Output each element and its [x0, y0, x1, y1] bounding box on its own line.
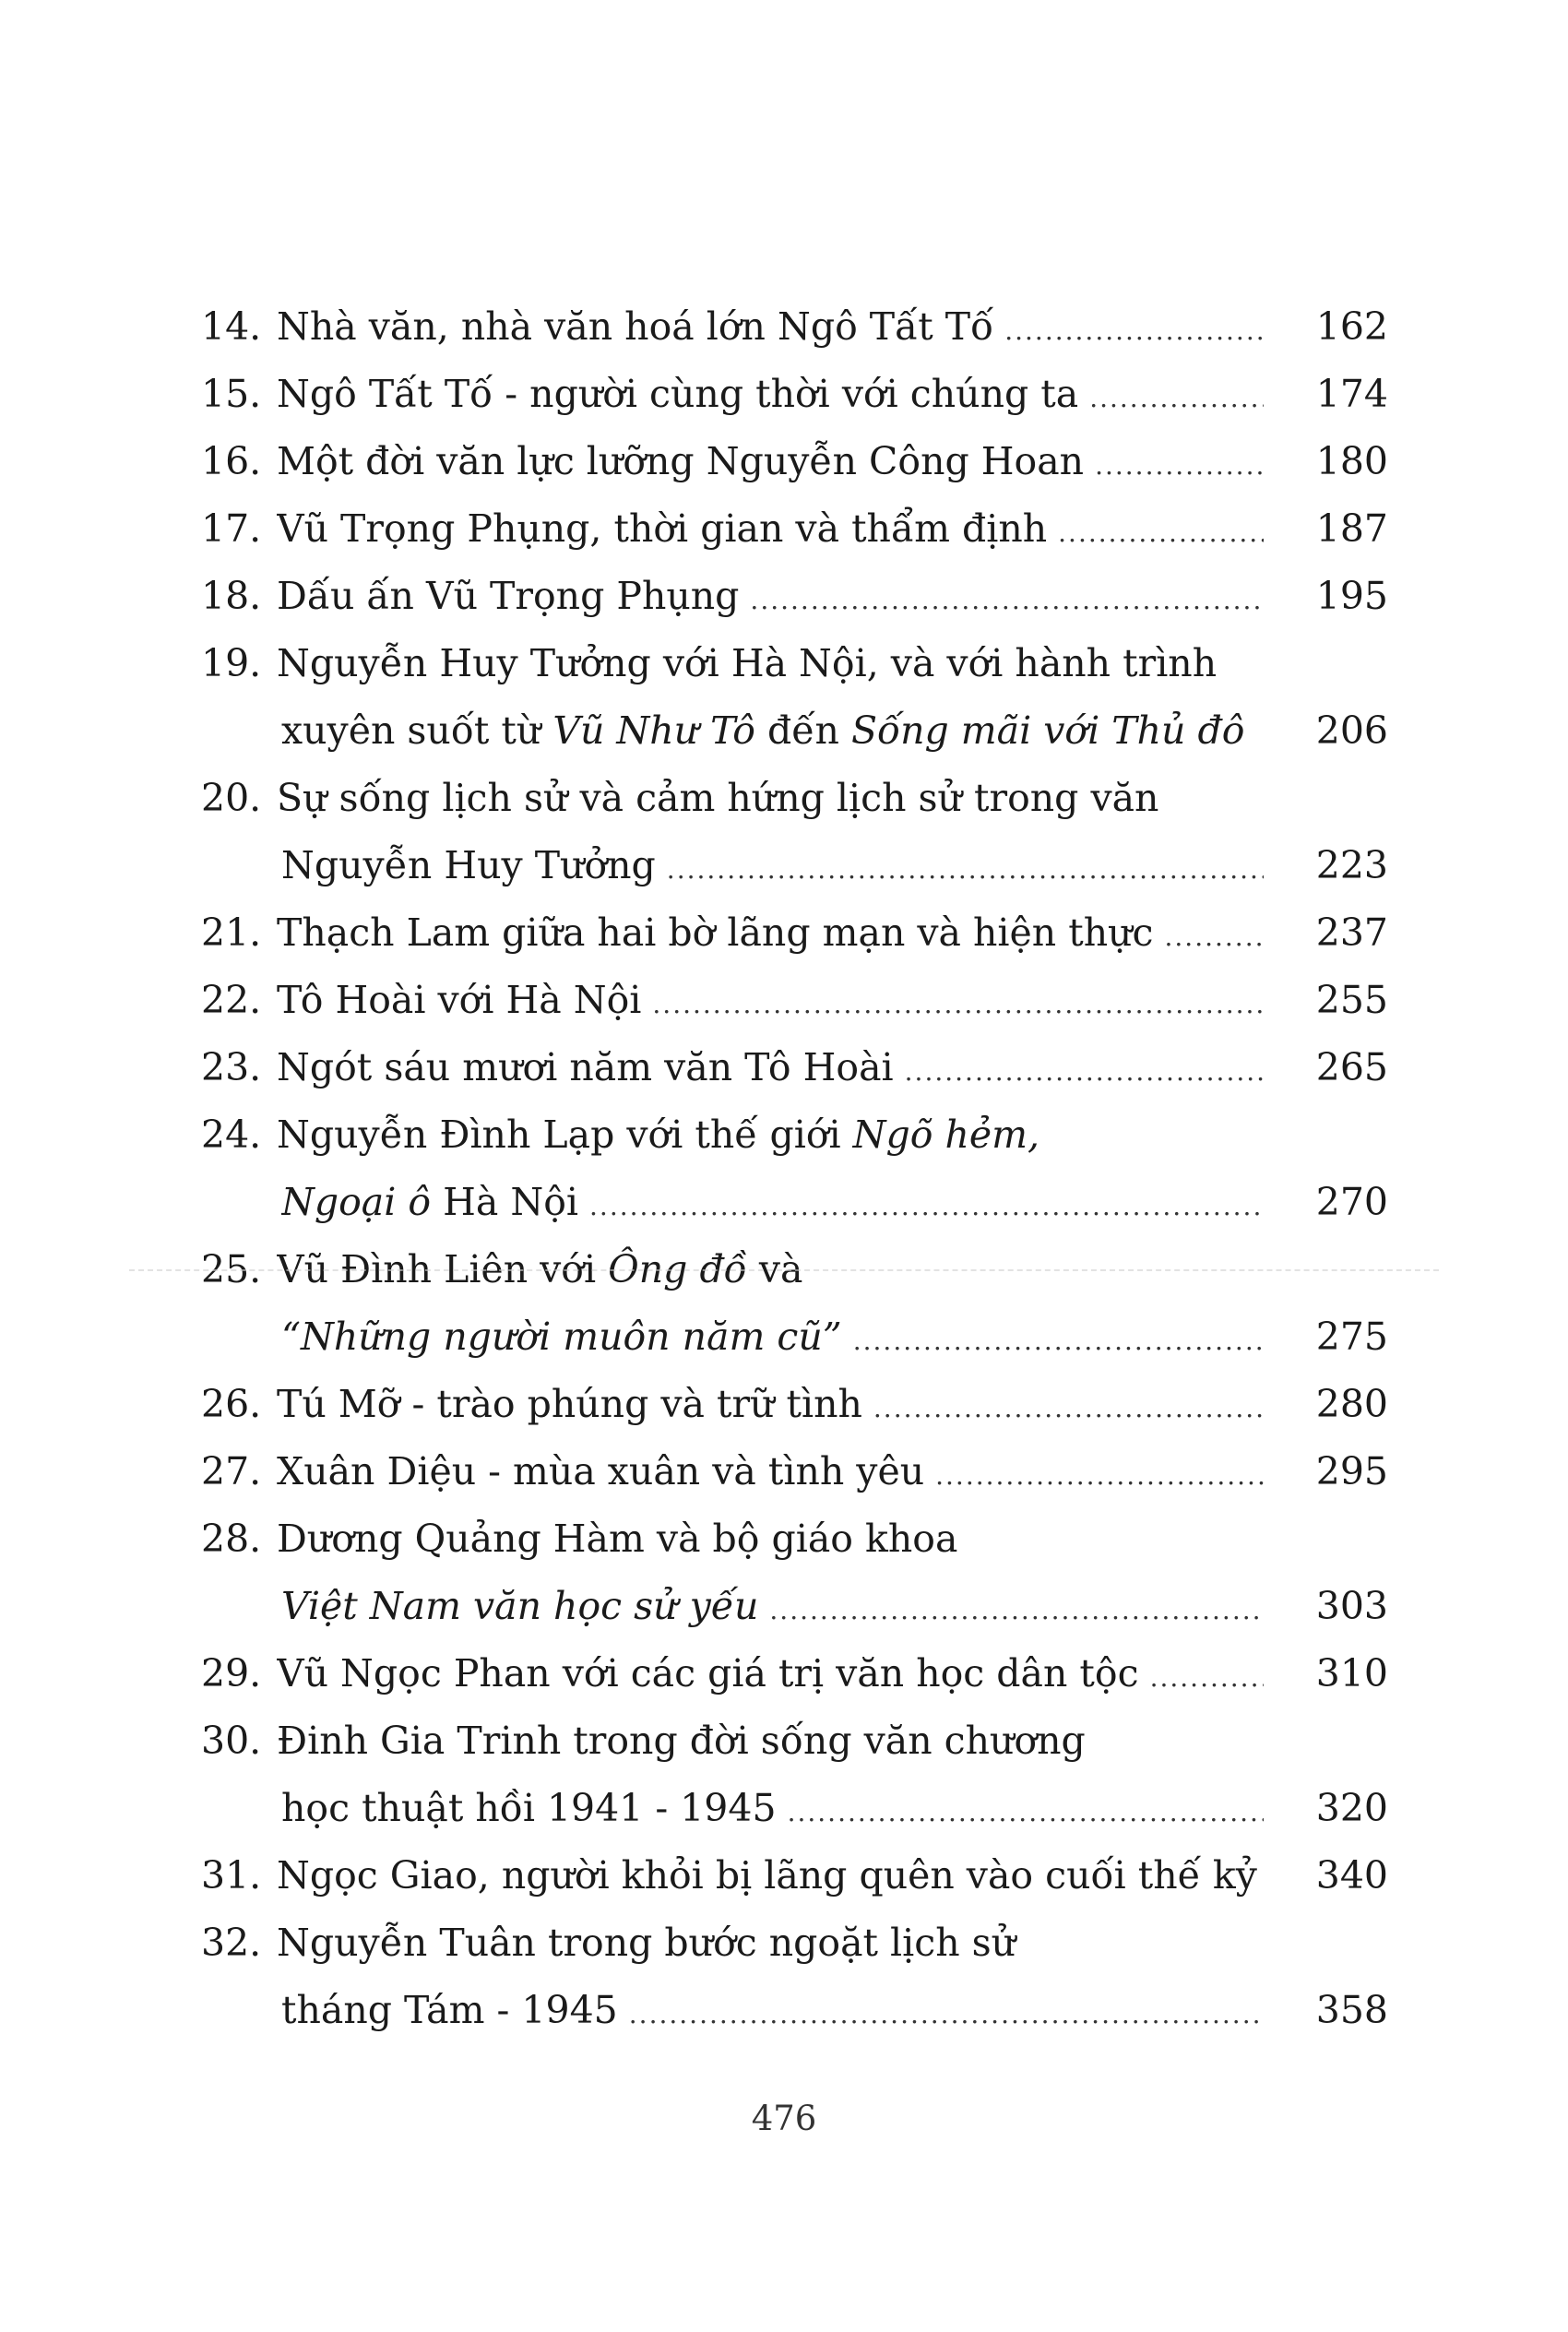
toc-entry: [0, 428, 1568, 495]
toc-entry: [0, 1640, 1568, 1707]
toc-entry-page: 255: [1315, 978, 1388, 1022]
toc-entry-line: [277, 1707, 1264, 1775]
toc-entry-number: 20.: [201, 776, 262, 820]
toc-leader-dots: [853, 1307, 1264, 1371]
toc-entry-number: 30.: [201, 1719, 262, 1763]
toc-entry-line: [277, 428, 1264, 495]
toc-entry: [0, 1910, 1568, 1977]
toc-entry-number: 27.: [201, 1449, 262, 1493]
toc-entry-line: [281, 1775, 1264, 1842]
toc-entry: [0, 1169, 1568, 1236]
toc-entry-line: [281, 1169, 1264, 1236]
toc-leader-dots: [935, 1442, 1264, 1505]
toc-entry-page: 206: [1315, 708, 1388, 753]
toc-entry-line: [277, 1842, 1264, 1910]
toc-entry-title: Ngót sáu mươi năm văn Tô Hoài: [277, 1045, 894, 1089]
toc-entry-title: Nguyễn Đình Lạp với thế giới Ngõ hẻm,: [277, 1112, 1040, 1157]
toc-entry-title: Thạch Lam giữa hai bờ lãng mạn và hiện thực: [277, 910, 1154, 955]
toc-leader-dots: [652, 970, 1264, 1034]
toc-entry-line: [277, 967, 1264, 1034]
toc-entry-number: 32.: [201, 1921, 262, 1965]
toc-entry: [0, 1034, 1568, 1101]
toc-entry: [0, 1101, 1568, 1169]
toc-entry-number: 16.: [201, 439, 262, 483]
toc-entry-page: 180: [1315, 439, 1388, 483]
toc-leader-dots: [788, 1779, 1264, 1842]
toc-entry-number: 31.: [201, 1853, 262, 1898]
toc-entry-title: Ngô Tất Tố - người cùng thời với chúng ta: [277, 372, 1079, 416]
toc-entry-title: Vũ Đình Liên với Ông đồ và: [277, 1247, 803, 1291]
toc-entry: [0, 899, 1568, 967]
toc-entry-title: Dương Quảng Hàm và bộ giáo khoa: [277, 1517, 958, 1561]
toc-entry-line: [281, 1573, 1264, 1640]
toc-entry: [0, 1303, 1568, 1371]
toc-leader-dots: [1089, 364, 1264, 428]
toc-entry-line: [281, 1303, 1264, 1371]
toc-entry-title: Nguyễn Tuân trong bước ngoặt lịch sử: [277, 1921, 1016, 1965]
toc-entry: [0, 1842, 1568, 1910]
toc-entry-title: học thuật hồi 1941 - 1945: [281, 1786, 777, 1830]
toc-entry-line: [277, 1505, 1264, 1573]
toc-entry-page: 174: [1315, 372, 1388, 416]
toc-entry-number: 25.: [201, 1247, 262, 1291]
toc-entry-title: Ngoại ô Hà Nội: [281, 1180, 579, 1224]
toc-entry-page: 265: [1315, 1045, 1388, 1089]
toc-entry-line: [277, 630, 1264, 697]
toc-leader-dots: [1095, 432, 1264, 495]
toc-entry-page: 187: [1315, 506, 1388, 551]
toc-leader-dots: [750, 566, 1264, 630]
page-number: 476: [751, 2099, 817, 2138]
toc-entry-title: Tú Mỡ - trào phúng và trữ tình: [277, 1382, 862, 1426]
toc-entry-line: [277, 293, 1264, 361]
toc-entry: [0, 1505, 1568, 1573]
toc-entry-page: 340: [1315, 1853, 1388, 1898]
toc-entry-line: [277, 495, 1264, 563]
toc-entry: [0, 630, 1568, 697]
toc-entry-page: 303: [1315, 1584, 1388, 1628]
toc-entry-title: Nguyễn Huy Tưởng với Hà Nội, và với hành trình: [277, 641, 1218, 685]
toc-leader-dots: [589, 1172, 1264, 1236]
toc-leader-dots: [667, 836, 1264, 899]
toc-entry-line: [277, 1371, 1264, 1438]
toc-entry-title: Một đời văn lực lưỡng Nguyễn Công Hoan: [277, 439, 1085, 483]
toc-entry-title: Dấu ấn Vũ Trọng Phụng: [277, 574, 740, 618]
toc-leader-dots: [873, 1374, 1264, 1438]
toc-entry-number: 21.: [201, 910, 262, 955]
toc-entry-number: 29.: [201, 1651, 262, 1695]
toc-entry-number: 23.: [201, 1045, 262, 1089]
toc-entry-line: [277, 1034, 1264, 1101]
toc-entry-number: 14.: [201, 304, 262, 349]
toc-entry-line: [277, 1438, 1264, 1505]
toc-entry-line: [277, 1910, 1264, 1977]
toc-entry-title: “Những người muôn năm cũ”: [281, 1315, 842, 1359]
toc-entry-page: 280: [1315, 1382, 1388, 1426]
toc-entry: [0, 1371, 1568, 1438]
toc-entry-number: 26.: [201, 1382, 262, 1426]
toc-entry-number: 18.: [201, 574, 262, 618]
toc-entry-line: [277, 765, 1264, 832]
toc-entry-title: Tô Hoài với Hà Nội: [277, 978, 642, 1022]
toc-leader-dots: [1150, 1644, 1264, 1707]
toc-entry-number: 22.: [201, 978, 262, 1022]
toc-entry-page: 310: [1315, 1651, 1388, 1695]
toc-entry-number: 17.: [201, 506, 262, 551]
toc-entry-line: [277, 563, 1264, 630]
toc-entry-page: 275: [1315, 1315, 1388, 1359]
toc-entry-title: Ngọc Giao, người khỏi bị lãng quên vào cuối thế kỷ: [277, 1853, 1257, 1898]
toc-entry-page: 270: [1315, 1180, 1388, 1224]
toc-entry-page: 162: [1315, 304, 1388, 349]
toc-entry-page: 237: [1315, 910, 1388, 955]
toc-entry-page: 358: [1315, 1988, 1388, 2032]
toc-entry: [0, 1438, 1568, 1505]
toc-entry: [0, 361, 1568, 428]
toc-entry-page: 223: [1315, 843, 1388, 887]
toc-entry-number: 19.: [201, 641, 262, 685]
toc-leader-dots: [1058, 499, 1264, 563]
scan-artifact-line: [129, 1269, 1439, 1271]
toc-entry: [0, 293, 1568, 361]
toc-entry: [0, 1775, 1568, 1842]
toc-entry-title: Vũ Trọng Phụng, thời gian và thẩm định: [277, 506, 1048, 551]
toc-entry-title: Nhà văn, nhà văn hoá lớn Ngô Tất Tố: [277, 304, 994, 349]
toc-entry: [0, 495, 1568, 563]
toc-entry-line: [277, 1101, 1264, 1169]
toc-entry: [0, 1977, 1568, 2044]
toc-entry-title: Nguyễn Huy Tưởng: [281, 843, 656, 887]
toc-entry-line: [281, 697, 1264, 765]
toc-leader-dots: [1004, 297, 1264, 361]
toc-entry-line: [281, 1977, 1264, 2044]
toc-leader-dots: [1165, 903, 1265, 967]
toc-leader-dots: [769, 1576, 1264, 1640]
table-of-contents: [0, 293, 1568, 2044]
toc-entry-title: Đinh Gia Trinh trong đời sống văn chương: [277, 1719, 1086, 1763]
toc-entry-title: Vũ Ngọc Phan với các giá trị văn học dân tộc: [277, 1651, 1139, 1695]
toc-entry-number: 15.: [201, 372, 262, 416]
toc-entry-page: 295: [1315, 1449, 1388, 1493]
toc-entry: [0, 832, 1568, 899]
toc-entry-line: [281, 832, 1264, 899]
toc-entry-title: tháng Tám - 1945: [281, 1988, 618, 2032]
toc-entry: [0, 697, 1568, 765]
toc-entry-line: [277, 361, 1264, 428]
toc-entry: [0, 765, 1568, 832]
toc-entry-title: Xuân Diệu - mùa xuân và tình yêu: [277, 1449, 925, 1493]
toc-entry-page: 320: [1315, 1786, 1388, 1830]
toc-leader-dots: [629, 1981, 1264, 2044]
toc-entry: [0, 563, 1568, 630]
toc-entry-title: xuyên suốt từ Vũ Như Tô đến Sống mãi với Thủ đô: [281, 708, 1245, 753]
toc-entry: [0, 1707, 1568, 1775]
toc-entry-page: 195: [1315, 574, 1388, 618]
toc-entry: [0, 967, 1568, 1034]
toc-entry: [0, 1573, 1568, 1640]
toc-entry-line: [277, 899, 1264, 967]
toc-leader-dots: [905, 1038, 1264, 1101]
toc-entry-number: 24.: [201, 1112, 262, 1157]
toc-entry-title: Sự sống lịch sử và cảm hứng lịch sử trong văn: [277, 776, 1159, 820]
toc-entry-number: 28.: [201, 1517, 262, 1561]
toc-entry-line: [277, 1640, 1264, 1707]
toc-entry-title: Việt Nam văn học sử yếu: [281, 1584, 759, 1628]
